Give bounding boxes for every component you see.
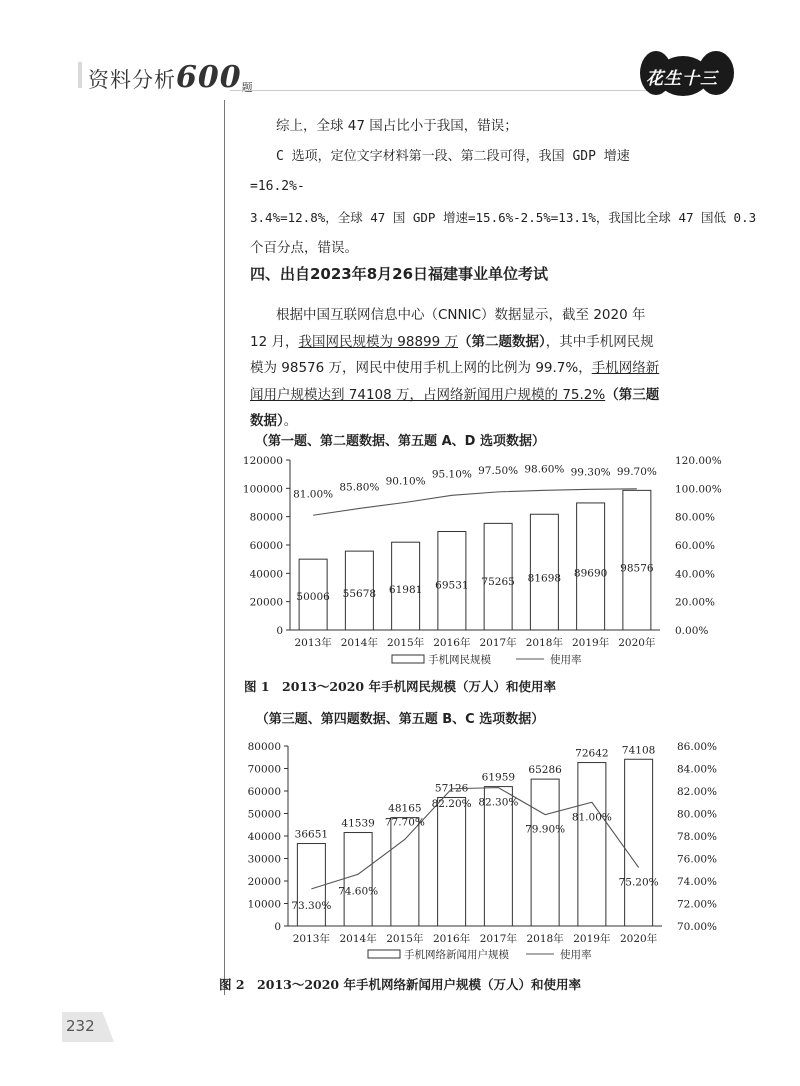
bar-value-label: 89690 <box>573 567 608 580</box>
chart1 <box>0 452 800 672</box>
paragraph: 个百分点，错误。 <box>250 240 358 256</box>
bar-value-label: 55678 <box>342 587 377 600</box>
y2-tick-label: 70.00% <box>677 921 718 933</box>
rate-label: 75.20% <box>618 876 659 889</box>
bar-value-label: 74108 <box>621 744 656 757</box>
rate-label: 98.60% <box>524 463 565 476</box>
section-body <box>250 302 660 435</box>
bar-value-label: 57126 <box>434 782 469 795</box>
legend-bar-swatch <box>392 655 424 663</box>
y-tick-label: 40000 <box>249 568 283 581</box>
y-tick-label: 40000 <box>247 831 281 843</box>
legend-bar-swatch <box>368 950 400 958</box>
y-tick-label: 20000 <box>247 876 281 888</box>
bar-value-label: 65286 <box>528 764 562 777</box>
header-accent-bar <box>78 62 82 88</box>
bar <box>623 490 651 630</box>
chart1-caption: 图 1 2013～2020 年手机网民规模（万人）和使用率 <box>244 679 556 694</box>
chart2-heading: （第三题、第四题数据、第五题 B、C 选项数据） <box>255 712 545 727</box>
bar-value-label: 50006 <box>296 591 330 604</box>
page-number: 232 <box>66 1017 95 1035</box>
y-tick-label: 60000 <box>247 786 281 798</box>
rate-label: 79.90% <box>525 823 566 836</box>
y-tick-label: 100000 <box>242 483 283 496</box>
legend-line-label: 使用率 <box>550 654 582 666</box>
x-tick-label: 2019年 <box>572 637 610 649</box>
x-tick-label: 2015年 <box>386 933 424 945</box>
paragraph: 3.4%=12.8%，全球 47 国 GDP 增速=15.6%-2.5%=13.1%，我国比全球 47 国低 0.3 <box>250 209 757 225</box>
rate-label: 99.70% <box>616 465 657 478</box>
body-text: ，其中手机网民规模为 98576 万，网民中使用手机上网的比例为 99.7%， <box>250 333 654 376</box>
bar <box>297 844 325 926</box>
x-tick-label: 2014年 <box>339 933 377 945</box>
rate-label: 82.20% <box>431 797 472 810</box>
y-tick-label: 10000 <box>247 898 281 911</box>
bar <box>391 818 419 926</box>
bar-value-label: 98576 <box>620 562 654 575</box>
book-title <box>88 60 254 95</box>
x-tick-label: 2019年 <box>573 933 611 945</box>
bar-value-label: 36651 <box>294 828 329 841</box>
y2-tick-label: 120.00% <box>675 455 722 467</box>
body-text: 。 <box>283 413 298 429</box>
legend-bar-label: 手机网络新闻用户规模 <box>404 949 509 961</box>
bar-value-label: 75265 <box>481 576 515 589</box>
y2-tick-label: 84.00% <box>677 763 718 776</box>
y2-tick-label: 80.00% <box>675 511 716 524</box>
book-title-text: 资料分析 <box>88 68 176 92</box>
x-tick-label: 2013年 <box>294 637 332 649</box>
x-tick-label: 2015年 <box>387 637 425 649</box>
rate-label: 90.10% <box>385 475 426 488</box>
paragraph: C 选项，定位文字材料第一段、第二段可得，我国 GDP 增速=16.2%- <box>250 148 630 194</box>
y2-tick-label: 40.00% <box>675 568 716 581</box>
legend-line-label: 使用率 <box>560 949 592 961</box>
paragraph: 综上，全球 47 国占比小于我国，错误； <box>276 118 518 134</box>
y2-tick-label: 82.00% <box>677 786 718 798</box>
analysis-text <box>250 111 757 264</box>
bar-value-label: 61959 <box>481 771 516 784</box>
underlined-text: 我国网民规模为 98899 万 <box>298 333 459 350</box>
y2-tick-label: 60.00% <box>675 540 716 552</box>
bold-note: （第二题数据） <box>458 333 546 350</box>
bar-value-label: 61981 <box>388 584 423 597</box>
y-tick-label: 50000 <box>247 808 281 821</box>
y-tick-label: 0 <box>274 921 281 933</box>
y-tick-label: 70000 <box>247 763 281 776</box>
y2-tick-label: 86.00% <box>677 741 718 753</box>
rate-label: 77.70% <box>384 816 425 829</box>
x-tick-label: 2020年 <box>618 637 656 649</box>
y-tick-label: 80000 <box>247 741 281 753</box>
y2-tick-label: 76.00% <box>677 853 718 866</box>
book-title-number: 600 <box>176 60 242 95</box>
y-tick-label: 60000 <box>249 540 283 552</box>
rate-label: 95.10% <box>431 468 472 481</box>
x-tick-label: 2016年 <box>433 637 471 649</box>
rate-label: 73.30% <box>291 899 332 912</box>
underlined-text: 手机网络新闻用户规模达到 74108 万，占网络新闻用户规模的 75.2% <box>250 360 660 403</box>
y-tick-label: 0 <box>276 625 283 637</box>
bar <box>577 503 605 630</box>
chart2 <box>0 738 800 970</box>
rate-label: 81.00% <box>571 811 612 824</box>
bar <box>438 797 466 926</box>
bar-value-label: 69531 <box>435 579 469 592</box>
bar-value-label: 48165 <box>388 802 422 815</box>
body-text: 根据中国互联网信息中心（CNNIC）数据显示，截至 2020 年 12 月， <box>250 307 646 350</box>
legend-bar-label: 手机网民规模 <box>428 654 491 666</box>
rate-label: 82.30% <box>478 796 519 809</box>
x-tick-label: 2017年 <box>479 933 517 945</box>
y2-tick-label: 100.00% <box>675 483 722 496</box>
x-tick-label: 2016年 <box>433 933 471 945</box>
x-tick-label: 2018年 <box>525 637 563 649</box>
chart1-heading: （第一题、第二题数据、第五题 A、D 选项数据） <box>255 434 545 449</box>
y-tick-label: 80000 <box>249 511 283 524</box>
bold-note: （第三题数据） <box>250 386 660 429</box>
y2-tick-label: 20.00% <box>675 596 716 609</box>
rate-label: 99.30% <box>570 466 611 479</box>
bar-value-label: 81698 <box>527 572 562 585</box>
bar-value-label: 72642 <box>575 747 609 760</box>
y2-tick-label: 78.00% <box>677 831 718 843</box>
y2-tick-label: 80.00% <box>677 808 718 821</box>
x-tick-label: 2017年 <box>479 637 517 649</box>
x-tick-label: 2014年 <box>340 637 378 649</box>
x-tick-label: 2013年 <box>292 933 330 945</box>
rate-label: 85.80% <box>339 481 380 494</box>
rate-label: 97.50% <box>478 464 519 477</box>
rate-label: 81.00% <box>293 488 334 501</box>
chart2-caption: 图 2 2013～2020 年手机网络新闻用户规模（万人）和使用率 <box>219 977 581 992</box>
book-title-suffix: 题 <box>241 81 254 94</box>
x-tick-label: 2020年 <box>620 933 658 945</box>
y-tick-label: 30000 <box>247 853 281 866</box>
bar-value-label: 41539 <box>341 817 375 830</box>
bar <box>344 833 372 926</box>
y2-tick-label: 72.00% <box>677 898 718 911</box>
y2-tick-label: 74.00% <box>677 876 718 888</box>
section-heading: 四、出自2023年8月26日福建事业单位考试 <box>250 265 549 283</box>
x-tick-label: 2018年 <box>526 933 564 945</box>
y2-tick-label: 0.00% <box>675 625 709 637</box>
bar <box>531 779 559 926</box>
bar <box>578 763 606 926</box>
header-divider <box>230 90 690 91</box>
y-tick-label: 20000 <box>249 596 283 609</box>
logo-text: 花生十三 <box>646 69 718 89</box>
bar <box>625 759 653 926</box>
rate-label: 74.60% <box>338 885 379 898</box>
y-tick-label: 120000 <box>242 455 283 467</box>
